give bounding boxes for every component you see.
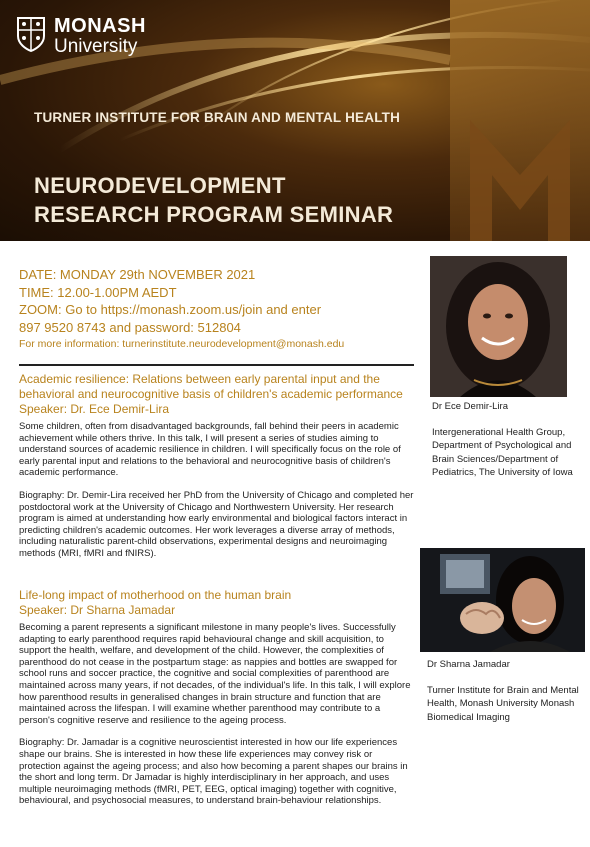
talk1: [19, 372, 415, 560]
speaker1-details: [432, 400, 587, 480]
speaker2-name: Dr Sharna Jamadar: [427, 659, 510, 670]
talk1-speaker: Speaker: Dr. Ece Demir-Lira: [19, 402, 170, 416]
talk2-biography: Biography: Dr. Jamadar is a cognitive neuroscientist interested in how our life experiences shape our brains. She is interested in how these life experiences may convey risk or protection against the ageing process; and also how becoming a parent shapes our brains in the short and long term. Dr Jamadar is highly interdisciplinary in her approach, and uses multiple neuroimaging methods (fMRI, PET, EEG, optical imaging) together with cognitive, behavioural, and psychosocial measures, to understand brain-behaviour relationships.: [19, 737, 408, 807]
talk2-title-line: Life-long impact of motherhood on the human brain: [19, 588, 292, 602]
zoom-line1: ZOOM: Go to https://monash.zoom.us/join and enter: [19, 302, 322, 317]
speaker2-photo: [420, 548, 585, 652]
logo-line2: University: [54, 36, 138, 57]
talk1-abstract: Some children, often from disadvantaged backgrounds, fall behind their peers in academic achievement while others thrive. In this talk, I will present a series of studies aiming to understand sources of academic resilience in children. I will specifically focus on the role of early parental input and relations to the behavioral and neurocognitive basis of children's academic performance.: [19, 421, 401, 479]
talk2-speaker: Speaker: Dr Sharna Jamadar: [19, 603, 176, 617]
zoom-line2: 897 9520 8743 and password: 512804: [19, 319, 241, 335]
speaker2-details: [427, 658, 587, 724]
speaker2-portrait-icon: [420, 548, 585, 652]
speaker1-affiliation: Intergenerational Health Group, Department of Psychological and Brain Sciences/Department of Pediatrics, The University of Iowa: [432, 426, 573, 478]
talk1-title: [19, 372, 415, 417]
seminar-title-line1: NEURODEVELOPMENT: [34, 173, 286, 198]
speaker2-affiliation: Turner Institute for Brain and Mental Health, Monash University Monash Biomedical Imaging: [427, 684, 579, 723]
event-date: DATE: MONDAY 29th NOVEMBER 2021: [19, 267, 256, 282]
header-banner: [0, 0, 590, 241]
event-info: [19, 266, 344, 354]
seminar-title: [34, 171, 393, 229]
seminar-title-line2: RESEARCH PROGRAM SEMINAR: [34, 202, 394, 227]
monash-crest-icon: [16, 16, 46, 52]
institute-name: TURNER INSTITUTE FOR BRAIN AND MENTAL HEALTH: [34, 110, 401, 125]
logo-line1: MONASH: [54, 15, 146, 37]
speaker1-portrait-icon: [430, 256, 567, 397]
talk2-abstract: Becoming a parent represents a significant milestone in many people's lives. Successfully adapting to early parenthood requires rapid behavioural change and skill acquisition, to support the health, welfare, and development of the child. However, the complexities of parenthood do not cease in the postpartum stage: as nappies and bottles are swapped for school runs and soccer practice, the cognitive and social complexities of parenthood are maintained across many years, if not decades, of the individual's life. In this talk, I will explore how parenthood results in generalised changes in brain structure and function that are maintained across the lifespan. I will examine whether parenthood may contribute to a person's cognitive reserve and resilience to the ageing process.: [19, 622, 411, 726]
event-time: TIME: 12.00-1.00PM AEDT: [19, 284, 177, 300]
talk1-title-line1: Academic resilience: Relations between early parental input and the: [19, 372, 380, 386]
speaker1-name: Dr Ece Demir-Lira: [432, 401, 509, 412]
divider: [19, 364, 414, 366]
talk1-title-line2: behavioral and neurocognitive basis of children's academic performance: [19, 387, 403, 401]
talk2-title: [19, 588, 415, 618]
speaker1-photo: [430, 256, 567, 397]
talk2: [19, 588, 415, 807]
monash-logo: [16, 16, 146, 56]
talk1-biography: Biography: Dr. Demir-Lira received her PhD from the University of Chicago and completed her postdoctoral work at the University of Chicago and Northwestern University. Her research program is aimed at understanding how early environmental and biological factors interact in predicting children's academic outcomes. Her work leverages a diverse array of methods, including naturalistic parent-child observations, experimental designs and neuroimaging methods (MRI, fMRI and fNIRS).: [19, 489, 414, 559]
contact-info: For more information: turnerinstitute.neurodevelopment@monash.edu: [19, 338, 345, 350]
